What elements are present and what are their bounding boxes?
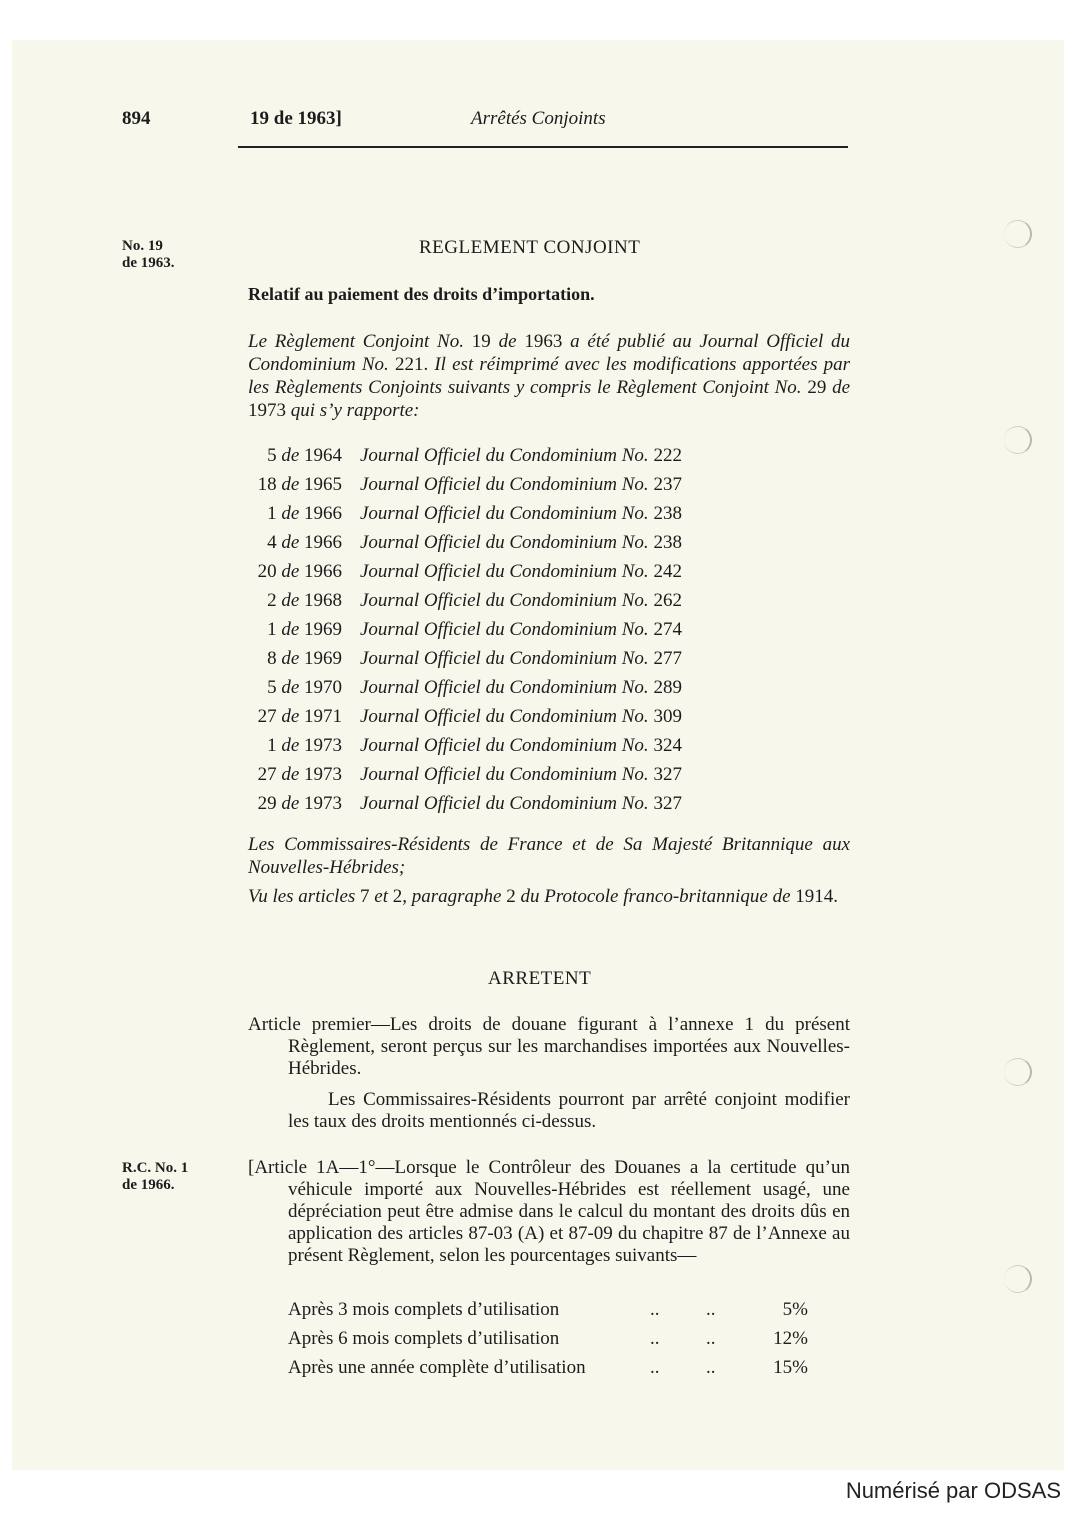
- depreciation-rate: 5%: [782, 1299, 808, 1320]
- publication-reference: [240, 561, 342, 583]
- intro-number-3: 221.: [394, 354, 429, 375]
- journal-name: Journal Officiel du Condominium No.: [360, 647, 649, 669]
- margin-note-2: [122, 1160, 188, 1194]
- running-title: Arrêtés Conjoints: [471, 108, 606, 129]
- publication-number: 8: [267, 647, 277, 669]
- publication-reference: [240, 532, 342, 554]
- leader-dots: ..: [706, 1328, 716, 1349]
- leader-dots: ..: [706, 1299, 716, 1320]
- journal-issue: 324: [653, 734, 682, 756]
- publication-number: 27: [257, 763, 277, 785]
- publication-journal: [360, 648, 682, 670]
- journal-name: Journal Officiel du Condominium No.: [360, 705, 649, 727]
- publication-row: [240, 760, 682, 789]
- punch-hole: [1004, 220, 1032, 248]
- publication-number: 1: [267, 618, 277, 640]
- depreciation-label: Après 6 mois complets d’utilisation: [288, 1328, 560, 1349]
- publication-year: 1966: [304, 531, 342, 553]
- heading-arretent: ARRETENT: [488, 968, 592, 989]
- publication-reference: [240, 503, 342, 525]
- publication-journal: [360, 706, 682, 728]
- depreciation-table: [288, 1299, 818, 1386]
- publication-de: de: [281, 792, 300, 814]
- journal-issue: 262: [653, 589, 682, 611]
- journal-issue: 277: [653, 647, 682, 669]
- publication-de: de: [281, 444, 300, 466]
- publication-number: 1: [267, 734, 277, 756]
- publication-number: 27: [257, 705, 277, 727]
- publication-list: [240, 441, 682, 818]
- publication-de: de: [281, 676, 300, 698]
- leader-dots: ..: [650, 1328, 660, 1349]
- publication-row: [240, 441, 682, 470]
- margin-note-1-line2: de 1963.: [122, 255, 175, 271]
- publication-number: 20: [257, 560, 277, 582]
- publication-year: 1965: [304, 473, 342, 495]
- journal-issue: 238: [653, 502, 682, 524]
- publication-row: [240, 789, 682, 818]
- intro-text-6: qui s’y rapporte:: [290, 400, 420, 421]
- publication-de: de: [281, 502, 300, 524]
- publication-de: de: [281, 647, 300, 669]
- page-number: 894: [122, 108, 151, 129]
- journal-issue: 242: [653, 560, 682, 582]
- margin-note-2-line1: R.C. No. 1: [122, 1160, 189, 1176]
- preamble-protocol: [248, 885, 850, 908]
- journal-name: Journal Officiel du Condominium No.: [360, 792, 649, 814]
- publication-reference: [240, 764, 342, 786]
- publication-reference: [240, 474, 342, 496]
- journal-issue: 327: [653, 792, 682, 814]
- preamble-vu-text-1: Vu les articles: [248, 886, 356, 907]
- publication-de: de: [281, 618, 300, 640]
- intro-number-4: 29: [807, 377, 827, 398]
- journal-issue: 309: [653, 705, 682, 727]
- publication-year: 1973: [304, 734, 342, 756]
- publication-reference: [240, 619, 342, 641]
- publication-year: 1973: [304, 763, 342, 785]
- publication-reference: [240, 648, 342, 670]
- leader-dots: ..: [650, 1357, 660, 1378]
- publication-journal: [360, 445, 682, 467]
- publication-journal: [360, 590, 682, 612]
- preamble-vu-number-4: 1914.: [795, 886, 838, 907]
- intro-text-3: a été publié au Journal Officiel du Condominium No.: [248, 331, 851, 375]
- journal-issue: 237: [653, 473, 682, 495]
- journal-name: Journal Officiel du Condominium No.: [360, 531, 649, 553]
- punch-hole: [1004, 426, 1032, 454]
- publication-reference: [240, 677, 342, 699]
- journal-name: Journal Officiel du Condominium No.: [360, 560, 649, 582]
- publication-number: 18: [257, 473, 277, 495]
- preamble-vu-text-3: paragraphe: [411, 886, 502, 907]
- document-subtitle: Relatif au paiement des droits d’importation.: [248, 284, 595, 304]
- publication-de: de: [281, 531, 300, 553]
- publication-row: [240, 499, 682, 528]
- journal-name: Journal Officiel du Condominium No.: [360, 589, 649, 611]
- publication-reference: [240, 706, 342, 728]
- margin-note-1: [122, 238, 175, 272]
- publication-de: de: [281, 589, 300, 611]
- publication-de: de: [281, 763, 300, 785]
- depreciation-row: [288, 1328, 818, 1357]
- publication-journal: [360, 619, 682, 641]
- intro-paragraph: [248, 330, 850, 422]
- publication-number: 4: [267, 531, 277, 553]
- leader-dots: ..: [706, 1357, 716, 1378]
- publication-journal: [360, 764, 682, 786]
- preamble-commissioners: Les Commissaires-Résidents de France et de Sa Majesté Britannique aux Nouvelles-Hébrides;: [248, 834, 850, 878]
- publication-reference: [240, 735, 342, 757]
- margin-note-1-line1: No. 19: [122, 238, 163, 254]
- preamble-vu-number-2: 2,: [392, 886, 408, 907]
- publication-year: 1964: [304, 444, 342, 466]
- header-reference: 19 de 1963]: [250, 108, 342, 129]
- journal-issue: 289: [653, 676, 682, 698]
- intro-number-1: 19: [471, 331, 491, 352]
- publication-year: 1973: [304, 792, 342, 814]
- publication-journal: [360, 561, 682, 583]
- preamble-vu-text-2: et: [374, 886, 389, 907]
- journal-issue: 327: [653, 763, 682, 785]
- publication-row: [240, 731, 682, 760]
- journal-name: Journal Officiel du Condominium No.: [360, 444, 649, 466]
- publication-row: [240, 673, 682, 702]
- publication-number: 5: [267, 676, 277, 698]
- intro-text-2: de: [498, 331, 517, 352]
- publication-reference: [240, 793, 342, 815]
- publication-row: [240, 702, 682, 731]
- journal-issue: 238: [653, 531, 682, 553]
- preamble-vu-text-4: du Protocole franco-britannique de: [520, 886, 791, 907]
- journal-issue: 274: [653, 618, 682, 640]
- journal-name: Journal Officiel du Condominium No.: [360, 763, 649, 785]
- publication-number: 5: [267, 444, 277, 466]
- leader-dots: ..: [650, 1299, 660, 1320]
- intro-text-5: de: [832, 377, 850, 398]
- publication-year: 1966: [304, 560, 342, 582]
- depreciation-label: Après une année complète d’utilisation: [288, 1357, 586, 1378]
- publication-row: [240, 615, 682, 644]
- publication-row: [240, 557, 682, 586]
- preamble-vu-number-3: 2: [506, 886, 516, 907]
- depreciation-label: Après 3 mois complets d’utilisation: [288, 1299, 560, 1320]
- preamble-vu-number-1: 7: [360, 886, 370, 907]
- publication-row: [240, 470, 682, 499]
- publication-de: de: [281, 734, 300, 756]
- publication-reference: [240, 445, 342, 467]
- publication-year: 1966: [304, 502, 342, 524]
- journal-name: Journal Officiel du Condominium No.: [360, 502, 649, 524]
- depreciation-row: [288, 1357, 818, 1386]
- document-title: REGLEMENT CONJOINT: [419, 237, 641, 258]
- publication-de: de: [281, 473, 300, 495]
- publication-year: 1968: [304, 589, 342, 611]
- publication-journal: [360, 677, 682, 699]
- journal-name: Journal Officiel du Condominium No.: [360, 473, 649, 495]
- publication-journal: [360, 735, 682, 757]
- publication-row: [240, 586, 682, 615]
- journal-name: Journal Officiel du Condominium No.: [360, 734, 649, 756]
- publication-de: de: [281, 705, 300, 727]
- depreciation-rate: 15%: [773, 1357, 808, 1378]
- publication-journal: [360, 793, 682, 815]
- publication-number: 29: [257, 792, 277, 814]
- article-premier: Article premier—Les droits de douane figurant à l’annexe 1 du présent Règlement, seront perçus sur les marchandises importées aux Nouvelles-Hébrides.: [248, 1014, 850, 1079]
- header-rule: [238, 146, 848, 148]
- article-premier-paragraph-2: Les Commissaires-Résidents pourront par arrêté conjoint modifier les taux des droits mentionnés ci-dessus.: [288, 1089, 850, 1132]
- publication-number: 1: [267, 502, 277, 524]
- intro-text-1: Le Règlement Conjoint No.: [248, 331, 464, 352]
- publication-row: [240, 644, 682, 673]
- digitization-credit: Numérisé par ODSAS: [845, 1478, 1061, 1503]
- publication-year: 1970: [304, 676, 342, 698]
- publication-journal: [360, 474, 682, 496]
- publication-journal: [360, 532, 682, 554]
- publication-number: 2: [267, 589, 277, 611]
- journal-name: Journal Officiel du Condominium No.: [360, 676, 649, 698]
- depreciation-rate: 12%: [773, 1328, 808, 1349]
- publication-year: 1969: [304, 618, 342, 640]
- publication-de: de: [281, 560, 300, 582]
- journal-name: Journal Officiel du Condominium No.: [360, 618, 649, 640]
- publication-reference: [240, 590, 342, 612]
- publication-journal: [360, 503, 682, 525]
- article-1a: [Article 1A—1°—Lorsque le Contrôleur des Douanes a la certitude qu’un véhicule importé aux Nouvelles-Hébrides est réellement usagé, une dépréciation peut être admise dans le calcul du montant des droits dûs en application des articles 87-03 (A) et 87-09 du chapitre 87 de l’Annexe au présent Règlement, selon les pourcentages suivants—: [248, 1157, 850, 1266]
- publication-row: [240, 528, 682, 557]
- intro-text-4: Il est réimprimé avec les modifications apportées par les Règlements Conjoints suivants y compris le Règlement Conjoint No.: [248, 354, 851, 398]
- publication-year: 1971: [304, 705, 342, 727]
- journal-issue: 222: [653, 444, 682, 466]
- publication-year: 1969: [304, 647, 342, 669]
- intro-number-2: 1963: [524, 331, 563, 352]
- punch-hole: [1004, 1058, 1032, 1086]
- punch-hole: [1004, 1265, 1032, 1293]
- depreciation-row: [288, 1299, 818, 1328]
- intro-number-5: 1973: [248, 400, 286, 421]
- margin-note-2-line2: de 1966.: [122, 1177, 175, 1193]
